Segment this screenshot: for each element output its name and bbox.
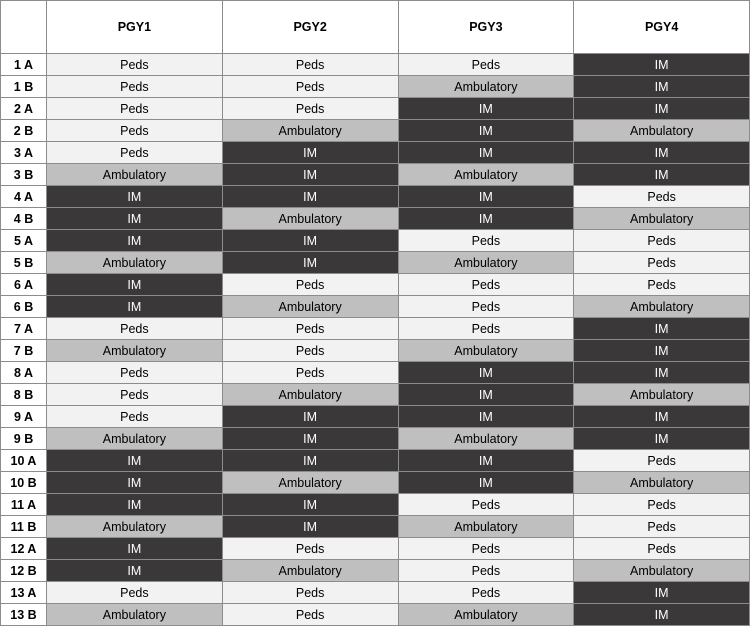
- rotation-cell-pgy1: Peds: [47, 406, 223, 428]
- rotation-cell-pgy2: Peds: [222, 340, 398, 362]
- table-row: [1, 428, 750, 450]
- rotation-cell-pgy2: Ambulatory: [222, 472, 398, 494]
- table-row: [1, 76, 750, 98]
- table-row: [1, 230, 750, 252]
- rotation-cell-pgy4: IM: [574, 318, 750, 340]
- rotation-cell-pgy2: IM: [222, 186, 398, 208]
- rotation-cell-pgy4: IM: [574, 604, 750, 626]
- rotation-cell-pgy3: Peds: [398, 582, 574, 604]
- rotation-cell-pgy1: IM: [47, 208, 223, 230]
- rotation-cell-pgy4: Ambulatory: [574, 472, 750, 494]
- rotation-cell-pgy1: IM: [47, 230, 223, 252]
- column-header-pgy4: PGY4: [574, 1, 750, 54]
- row-label: 10 A: [1, 450, 47, 472]
- rotation-cell-pgy2: Peds: [222, 318, 398, 340]
- rotation-cell-pgy1: Ambulatory: [47, 252, 223, 274]
- row-label: 12 A: [1, 538, 47, 560]
- rotation-cell-pgy4: Peds: [574, 450, 750, 472]
- rotation-cell-pgy1: Peds: [47, 362, 223, 384]
- row-label: 2 B: [1, 120, 47, 142]
- row-label: 3 B: [1, 164, 47, 186]
- table-row: [1, 450, 750, 472]
- table-row: [1, 120, 750, 142]
- rotation-cell-pgy1: Ambulatory: [47, 428, 223, 450]
- rotation-cell-pgy1: IM: [47, 450, 223, 472]
- table-row: [1, 604, 750, 626]
- rotation-cell-pgy3: Peds: [398, 230, 574, 252]
- table-row: [1, 164, 750, 186]
- table-row: [1, 362, 750, 384]
- rotation-cell-pgy1: Peds: [47, 318, 223, 340]
- rotation-cell-pgy2: IM: [222, 230, 398, 252]
- row-label: 5 B: [1, 252, 47, 274]
- row-label: 6 B: [1, 296, 47, 318]
- rotation-cell-pgy4: Ambulatory: [574, 120, 750, 142]
- header-row: [1, 1, 750, 54]
- rotation-cell-pgy1: Peds: [47, 54, 223, 76]
- rotation-cell-pgy2: Ambulatory: [222, 120, 398, 142]
- rotation-cell-pgy4: Ambulatory: [574, 208, 750, 230]
- rotation-cell-pgy3: Peds: [398, 538, 574, 560]
- column-header-pgy2: PGY2: [222, 1, 398, 54]
- rotation-cell-pgy2: IM: [222, 494, 398, 516]
- rotation-cell-pgy3: Ambulatory: [398, 340, 574, 362]
- rotation-cell-pgy1: Ambulatory: [47, 340, 223, 362]
- rotation-cell-pgy4: IM: [574, 164, 750, 186]
- rotation-cell-pgy4: Ambulatory: [574, 296, 750, 318]
- rotation-cell-pgy1: IM: [47, 296, 223, 318]
- table-row: [1, 516, 750, 538]
- rotation-cell-pgy3: Peds: [398, 274, 574, 296]
- rotation-cell-pgy2: Peds: [222, 76, 398, 98]
- rotation-cell-pgy3: IM: [398, 384, 574, 406]
- rotation-cell-pgy4: IM: [574, 76, 750, 98]
- rotation-cell-pgy3: Ambulatory: [398, 516, 574, 538]
- rotation-cell-pgy1: IM: [47, 274, 223, 296]
- table-row: [1, 582, 750, 604]
- row-label: 4 B: [1, 208, 47, 230]
- rotation-cell-pgy1: Peds: [47, 582, 223, 604]
- row-label: 9 B: [1, 428, 47, 450]
- rotation-cell-pgy2: Ambulatory: [222, 296, 398, 318]
- rotation-cell-pgy1: Ambulatory: [47, 604, 223, 626]
- rotation-cell-pgy3: IM: [398, 208, 574, 230]
- rotation-cell-pgy4: Peds: [574, 186, 750, 208]
- rotation-cell-pgy2: Peds: [222, 362, 398, 384]
- table-body: [1, 54, 750, 626]
- rotation-cell-pgy1: Ambulatory: [47, 516, 223, 538]
- rotation-cell-pgy2: Peds: [222, 274, 398, 296]
- row-label: 8 A: [1, 362, 47, 384]
- rotation-cell-pgy3: IM: [398, 98, 574, 120]
- table-row: [1, 472, 750, 494]
- rotation-cell-pgy1: IM: [47, 560, 223, 582]
- rotation-cell-pgy4: IM: [574, 340, 750, 362]
- table-row: [1, 340, 750, 362]
- rotation-cell-pgy2: IM: [222, 516, 398, 538]
- rotation-cell-pgy3: Ambulatory: [398, 428, 574, 450]
- rotation-cell-pgy3: IM: [398, 472, 574, 494]
- rotation-cell-pgy2: IM: [222, 428, 398, 450]
- table-header: [1, 1, 750, 54]
- rotation-cell-pgy1: Peds: [47, 142, 223, 164]
- row-label: 3 A: [1, 142, 47, 164]
- column-header-pgy3: PGY3: [398, 1, 574, 54]
- table-row: [1, 186, 750, 208]
- rotation-cell-pgy2: IM: [222, 406, 398, 428]
- rotation-cell-pgy4: IM: [574, 362, 750, 384]
- table-row: [1, 318, 750, 340]
- column-header-pgy1: PGY1: [47, 1, 223, 54]
- row-label: 13 B: [1, 604, 47, 626]
- rotation-cell-pgy2: Ambulatory: [222, 208, 398, 230]
- rotation-cell-pgy2: Ambulatory: [222, 384, 398, 406]
- row-label: 5 A: [1, 230, 47, 252]
- rotation-cell-pgy4: Peds: [574, 494, 750, 516]
- table-row: [1, 208, 750, 230]
- rotation-cell-pgy2: Peds: [222, 54, 398, 76]
- table-row: [1, 406, 750, 428]
- rotation-cell-pgy3: IM: [398, 362, 574, 384]
- row-label: 1 A: [1, 54, 47, 76]
- row-label: 6 A: [1, 274, 47, 296]
- row-label: 2 A: [1, 98, 47, 120]
- rotation-cell-pgy3: Peds: [398, 560, 574, 582]
- rotation-cell-pgy2: Peds: [222, 582, 398, 604]
- table-row: [1, 538, 750, 560]
- row-label: 7 A: [1, 318, 47, 340]
- rotation-cell-pgy1: IM: [47, 186, 223, 208]
- rotation-cell-pgy2: Ambulatory: [222, 560, 398, 582]
- rotation-cell-pgy3: IM: [398, 406, 574, 428]
- row-label: 12 B: [1, 560, 47, 582]
- rotation-cell-pgy1: IM: [47, 494, 223, 516]
- rotation-cell-pgy3: Peds: [398, 318, 574, 340]
- rotation-cell-pgy4: Ambulatory: [574, 560, 750, 582]
- rotation-cell-pgy1: Peds: [47, 384, 223, 406]
- rotation-cell-pgy1: Peds: [47, 76, 223, 98]
- rotation-cell-pgy4: Peds: [574, 230, 750, 252]
- table-row: [1, 296, 750, 318]
- rotation-cell-pgy1: IM: [47, 472, 223, 494]
- table-row: [1, 274, 750, 296]
- rotation-cell-pgy4: IM: [574, 142, 750, 164]
- rotation-cell-pgy4: Ambulatory: [574, 384, 750, 406]
- rotation-cell-pgy4: Peds: [574, 252, 750, 274]
- table-row: [1, 54, 750, 76]
- corner-cell: [1, 1, 47, 54]
- rotation-cell-pgy4: IM: [574, 406, 750, 428]
- rotation-cell-pgy3: Peds: [398, 54, 574, 76]
- table-row: [1, 560, 750, 582]
- rotation-cell-pgy3: IM: [398, 186, 574, 208]
- row-label: 10 B: [1, 472, 47, 494]
- row-label: 1 B: [1, 76, 47, 98]
- rotation-cell-pgy4: Peds: [574, 274, 750, 296]
- row-label: 4 A: [1, 186, 47, 208]
- rotation-cell-pgy2: IM: [222, 252, 398, 274]
- rotation-cell-pgy2: IM: [222, 450, 398, 472]
- rotation-cell-pgy2: Peds: [222, 538, 398, 560]
- rotation-cell-pgy3: IM: [398, 142, 574, 164]
- row-label: 9 A: [1, 406, 47, 428]
- table-row: [1, 142, 750, 164]
- rotation-cell-pgy3: Ambulatory: [398, 252, 574, 274]
- rotation-cell-pgy2: IM: [222, 164, 398, 186]
- rotation-cell-pgy4: IM: [574, 428, 750, 450]
- rotation-cell-pgy4: Peds: [574, 516, 750, 538]
- rotation-cell-pgy1: Ambulatory: [47, 164, 223, 186]
- rotation-cell-pgy3: IM: [398, 120, 574, 142]
- table-row: [1, 494, 750, 516]
- rotation-cell-pgy2: Peds: [222, 604, 398, 626]
- rotation-cell-pgy1: IM: [47, 538, 223, 560]
- rotation-cell-pgy2: IM: [222, 142, 398, 164]
- rotation-cell-pgy3: IM: [398, 450, 574, 472]
- row-label: 13 A: [1, 582, 47, 604]
- rotation-cell-pgy1: Peds: [47, 120, 223, 142]
- rotation-cell-pgy3: Peds: [398, 494, 574, 516]
- table-row: [1, 252, 750, 274]
- rotation-cell-pgy3: Peds: [398, 296, 574, 318]
- rotation-cell-pgy4: Peds: [574, 538, 750, 560]
- row-label: 11 A: [1, 494, 47, 516]
- row-label: 11 B: [1, 516, 47, 538]
- row-label: 8 B: [1, 384, 47, 406]
- rotation-cell-pgy3: Ambulatory: [398, 76, 574, 98]
- rotation-cell-pgy3: Ambulatory: [398, 164, 574, 186]
- rotation-cell-pgy4: IM: [574, 582, 750, 604]
- rotation-cell-pgy4: IM: [574, 98, 750, 120]
- rotation-cell-pgy4: IM: [574, 54, 750, 76]
- table-row: [1, 98, 750, 120]
- table-row: [1, 384, 750, 406]
- row-label: 7 B: [1, 340, 47, 362]
- rotation-cell-pgy3: Ambulatory: [398, 604, 574, 626]
- rotation-cell-pgy1: Peds: [47, 98, 223, 120]
- rotation-cell-pgy2: Peds: [222, 98, 398, 120]
